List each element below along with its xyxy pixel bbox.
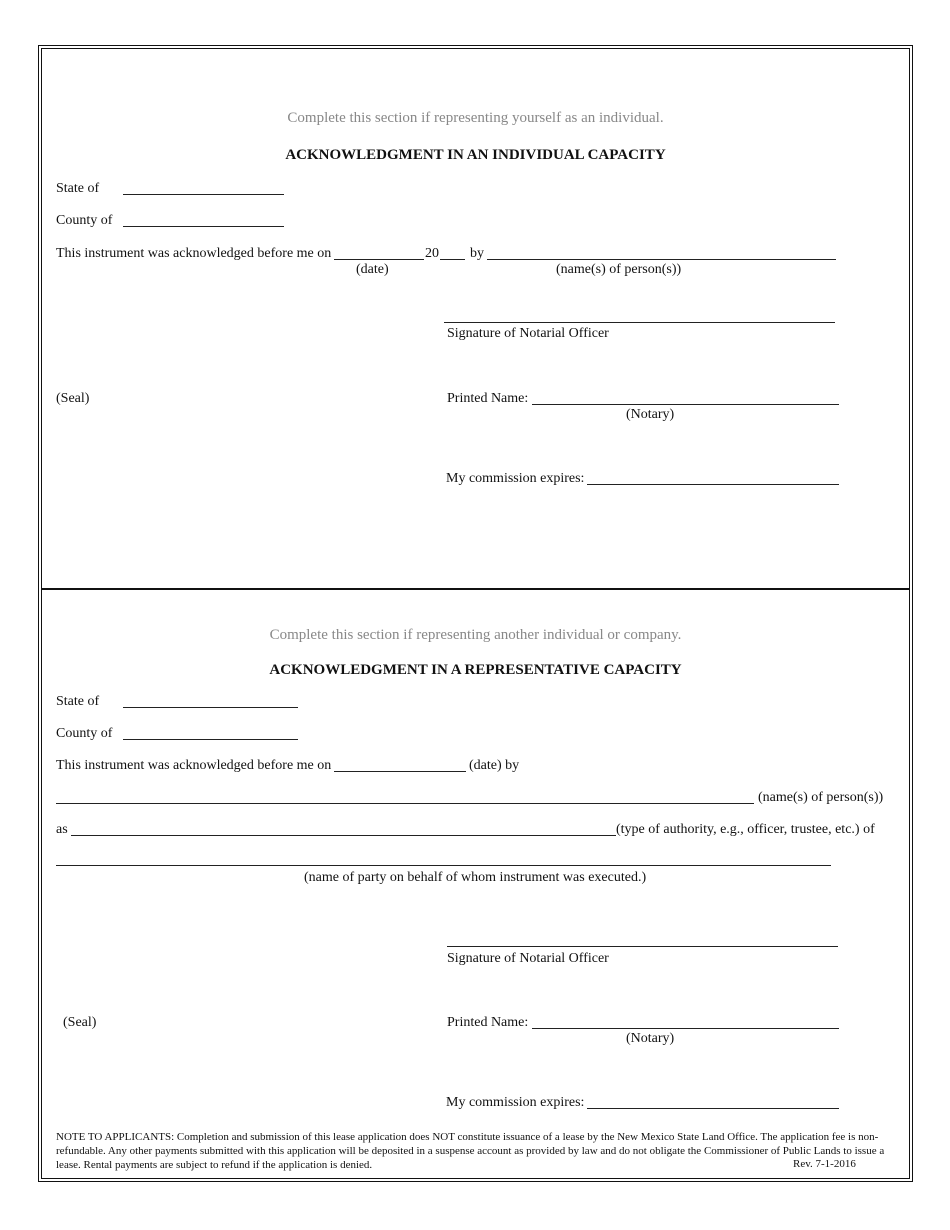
representative-as-label: as: [56, 822, 68, 837]
inner-border: [41, 48, 910, 1179]
representative-signature-line[interactable]: [447, 946, 838, 947]
representative-county-field[interactable]: [123, 739, 298, 740]
representative-date-by-label: (date) by: [469, 758, 520, 773]
representative-state-field[interactable]: [123, 707, 298, 708]
individual-date-caption: (date): [356, 262, 389, 277]
representative-notary-caption: (Notary): [626, 1031, 675, 1046]
individual-by-label: by: [470, 246, 484, 261]
representative-printed-name-field[interactable]: [532, 1028, 839, 1029]
individual-ack-text: This instrument was acknowledged before me on: [56, 246, 332, 261]
individual-signature-caption: Signature of Notarial Officer: [447, 326, 609, 341]
representative-authority-field[interactable]: [71, 835, 616, 836]
representative-names-field[interactable]: [56, 803, 754, 804]
note-to-applicants: NOTE TO APPLICANTS: Completion and submission of this lease application does NOT constitute issuance of a lease by the New Mexico State Land Office. The application fee is non-refundable. Any other payments submitted with this application will be deposited in a suspense account as provided by law and do not obligate the Commissioner of Public Lands to issue a lease. Rental payments are subject to refund if the application is denied.: [56, 1131, 885, 1171]
individual-commission-field[interactable]: [587, 484, 839, 485]
individual-names-caption: (name(s) of person(s)): [556, 262, 682, 277]
individual-state-label: State of: [56, 181, 100, 196]
representative-party-field[interactable]: [56, 865, 831, 866]
section-divider: [41, 588, 910, 590]
individual-county-label: County of: [56, 213, 113, 228]
individual-seal-label: (Seal): [56, 391, 90, 406]
individual-year-field[interactable]: [440, 259, 465, 260]
individual-county-field[interactable]: [123, 226, 284, 227]
individual-names-field[interactable]: [487, 259, 836, 260]
representative-seal-label: (Seal): [63, 1015, 97, 1030]
representative-printed-name-label: Printed Name:: [447, 1015, 529, 1030]
representative-county-label: County of: [56, 726, 113, 741]
individual-date-field[interactable]: [334, 259, 424, 260]
representative-names-caption: (name(s) of person(s)): [758, 790, 884, 805]
representative-commission-field[interactable]: [587, 1108, 839, 1109]
representative-party-caption: (name of party on behalf of whom instrument was executed.): [304, 870, 647, 885]
representative-signature-caption: Signature of Notarial Officer: [447, 951, 609, 966]
representative-authority-caption: (type of authority, e.g., officer, trustee, etc.) of: [616, 822, 875, 837]
representative-instruction: Complete this section if representing another individual or company.: [269, 627, 682, 643]
individual-printed-name-label: Printed Name:: [447, 391, 529, 406]
individual-year-prefix: 20: [425, 246, 439, 261]
revision-date: Rev. 7-1-2016: [793, 1158, 856, 1170]
individual-state-field[interactable]: [123, 194, 284, 195]
representative-commission-label: My commission expires:: [446, 1095, 585, 1110]
representative-ack-text: This instrument was acknowledged before me on: [56, 758, 332, 773]
representative-date-field[interactable]: [334, 771, 466, 772]
individual-notary-caption: (Notary): [626, 407, 675, 422]
individual-signature-line[interactable]: [444, 322, 835, 323]
representative-heading: ACKNOWLEDGMENT IN A REPRESENTATIVE CAPACITY: [269, 662, 682, 678]
individual-heading: ACKNOWLEDGMENT IN AN INDIVIDUAL CAPACITY: [285, 147, 666, 163]
representative-state-label: State of: [56, 694, 100, 709]
individual-commission-label: My commission expires:: [446, 471, 585, 486]
individual-instruction: Complete this section if representing yourself as an individual.: [287, 110, 664, 126]
individual-printed-name-field[interactable]: [532, 404, 839, 405]
